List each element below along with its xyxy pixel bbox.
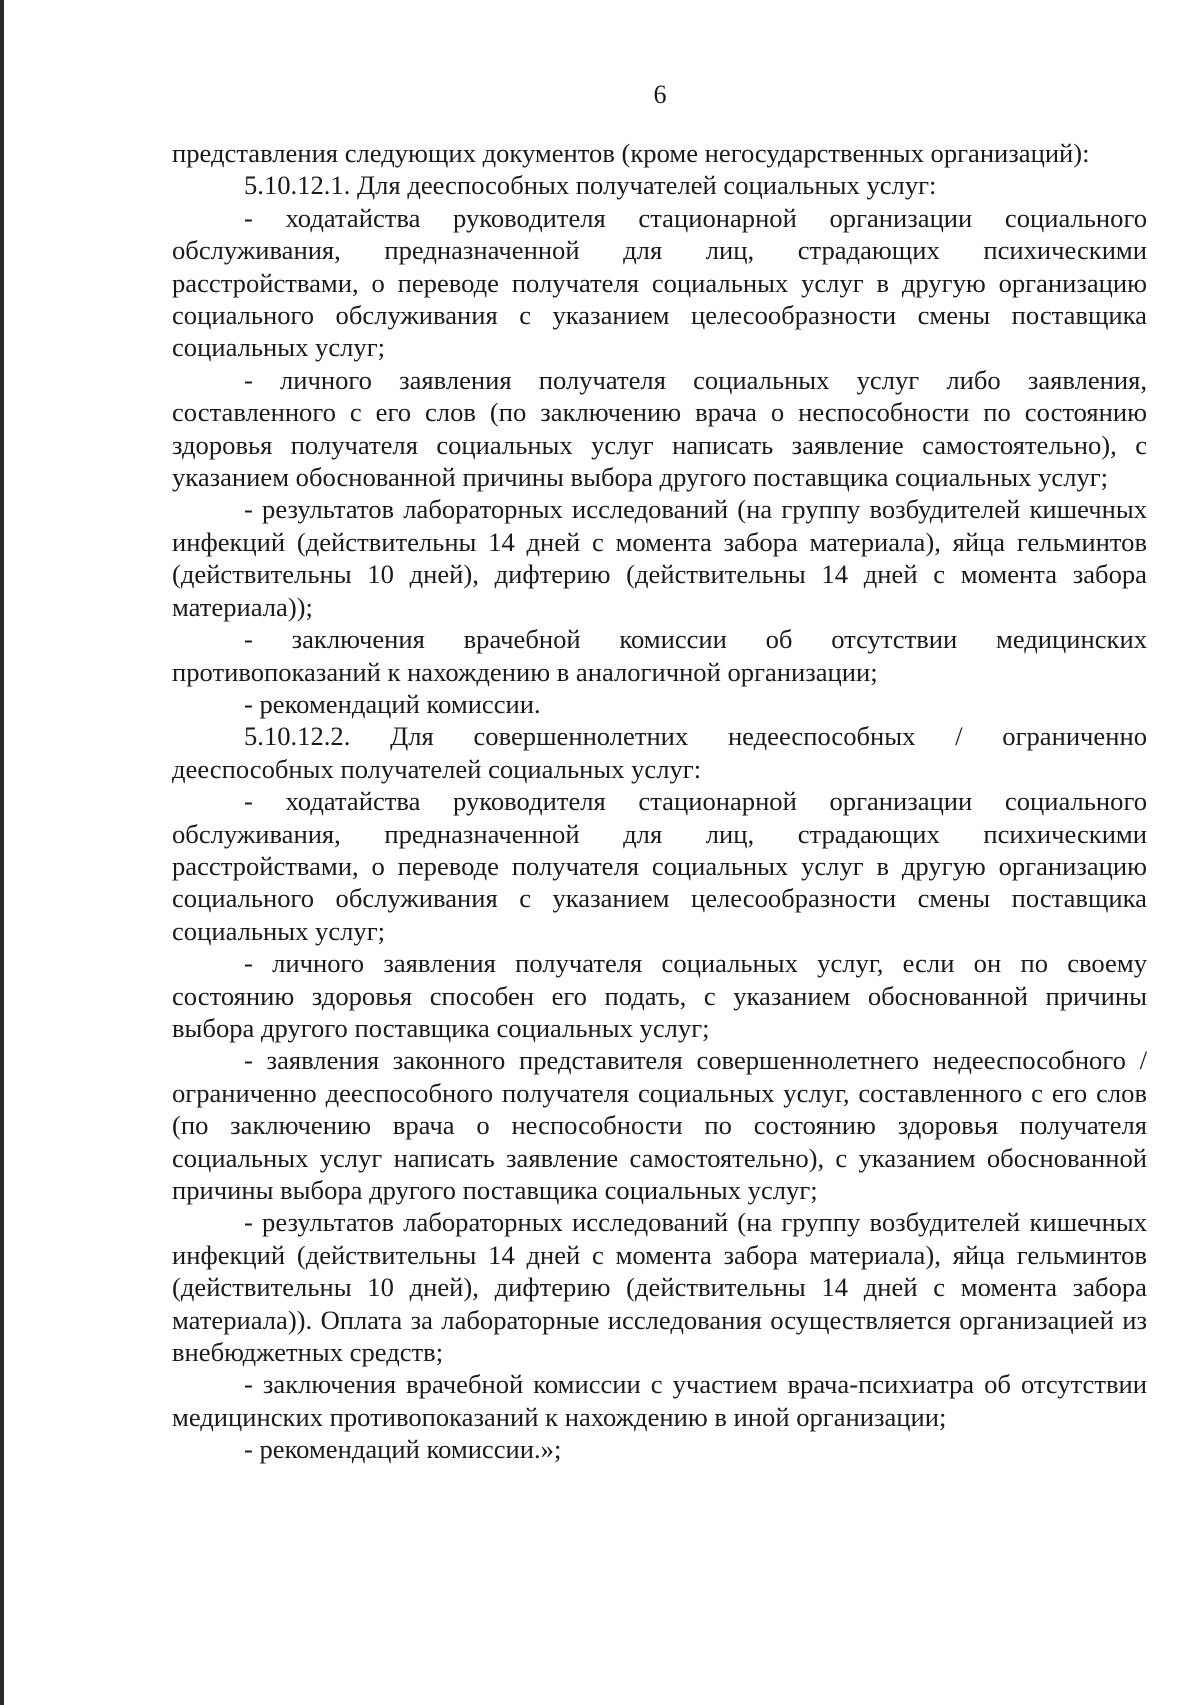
list-item-recommendations: - рекомендаций комиссии.»; [244,1434,562,1465]
list-item-lab-results: - результатов лабораторных исследований (на группу возбудителей кишечных инфекций (действительны 14 дней с момента забора материала), яйца гельминтов (действительны 10 дней), дифтерию (действительны 14 дней с момента забора материала)); [172,494,1147,622]
section-heading-5-10-12-2: 5.10.12.2. Для совершеннолетних недееспособных / ограниченно дееспособных получателей социальных услуг: [172,721,1147,784]
scan-edge [0,0,4,1705]
list-item-petition: - ходатайства руководителя стационарной организации социального обслуживания, предназначенной для лиц, страдающих психическими расстройствами, о переводе получателя социальных услуг в другую организацию социального обслуживания с указанием целесообразности смены поставщика социальных услуг; [172,786,1147,946]
list-item-lab-results: - результатов лабораторных исследований (на группу возбудителей кишечных инфекций (действительны 14 дней с момента забора материала), яйца гельминтов (действительны 10 дней), дифтерию (действительны 14 дней с момента забора материала)). Оплата за лабораторные исследования осуществляется организацией из внебюджетных средств; [172,1207,1147,1368]
document-body [172,137,1147,1466]
list-item-medical-commission: - заключения врачебной комиссии с участием врача-психиатра об отсутствии медицинских противопоказаний к нахождению в иной организации; [172,1369,1147,1432]
list-item-petition: - ходатайства руководителя стационарной организации социального обслуживания, предназначенной для лиц, страдающих психическими расстройствами, о переводе получателя социальных услуг в другую организацию социального обслуживания с указанием целесообразности смены поставщика социальных услуг; [172,202,1147,363]
list-item-recommendations: - рекомендаций комиссии. [244,688,541,719]
list-item-personal-statement: - личного заявления получателя социальных услуг, если он по своему состоянию здоровья способен его подать, с указанием обоснованной причины выбора другого поставщика социальных услуг; [172,948,1147,1043]
list-item-personal-statement: - личного заявления получателя социальных услуг либо заявления, составленного с его слов (по заключению врача о неспособности по состоянию здоровья получателя социальных услуг написать заявление самостоятельно), с указанием обоснованной причины выбора другого поставщика социальных услуг; [172,364,1147,493]
list-item-representative-statement: - заявления законного представителя совершеннолетнего недееспособного / ограниченно дееспособного получателя социальных услуг, составленного с его слов (по заключению врача о неспособности по состоянию здоровья получателя социальных услуг написать заявление самостоятельно), с указанием обоснованной причины выбора другого поставщика социальных услуг; [172,1045,1147,1205]
page-number: 6 [653,80,667,109]
paragraph-documents-intro: представления следующих документов (кроме негосударственных организаций): [172,138,1090,168]
list-item-medical-commission: - заключения врачебной комиссии об отсутствии медицинских противопоказаний к нахождению в аналогичной организации; [172,624,1147,687]
section-heading-5-10-12-1: 5.10.12.1. Для дееспособных получателей социальных услуг: [244,170,937,201]
